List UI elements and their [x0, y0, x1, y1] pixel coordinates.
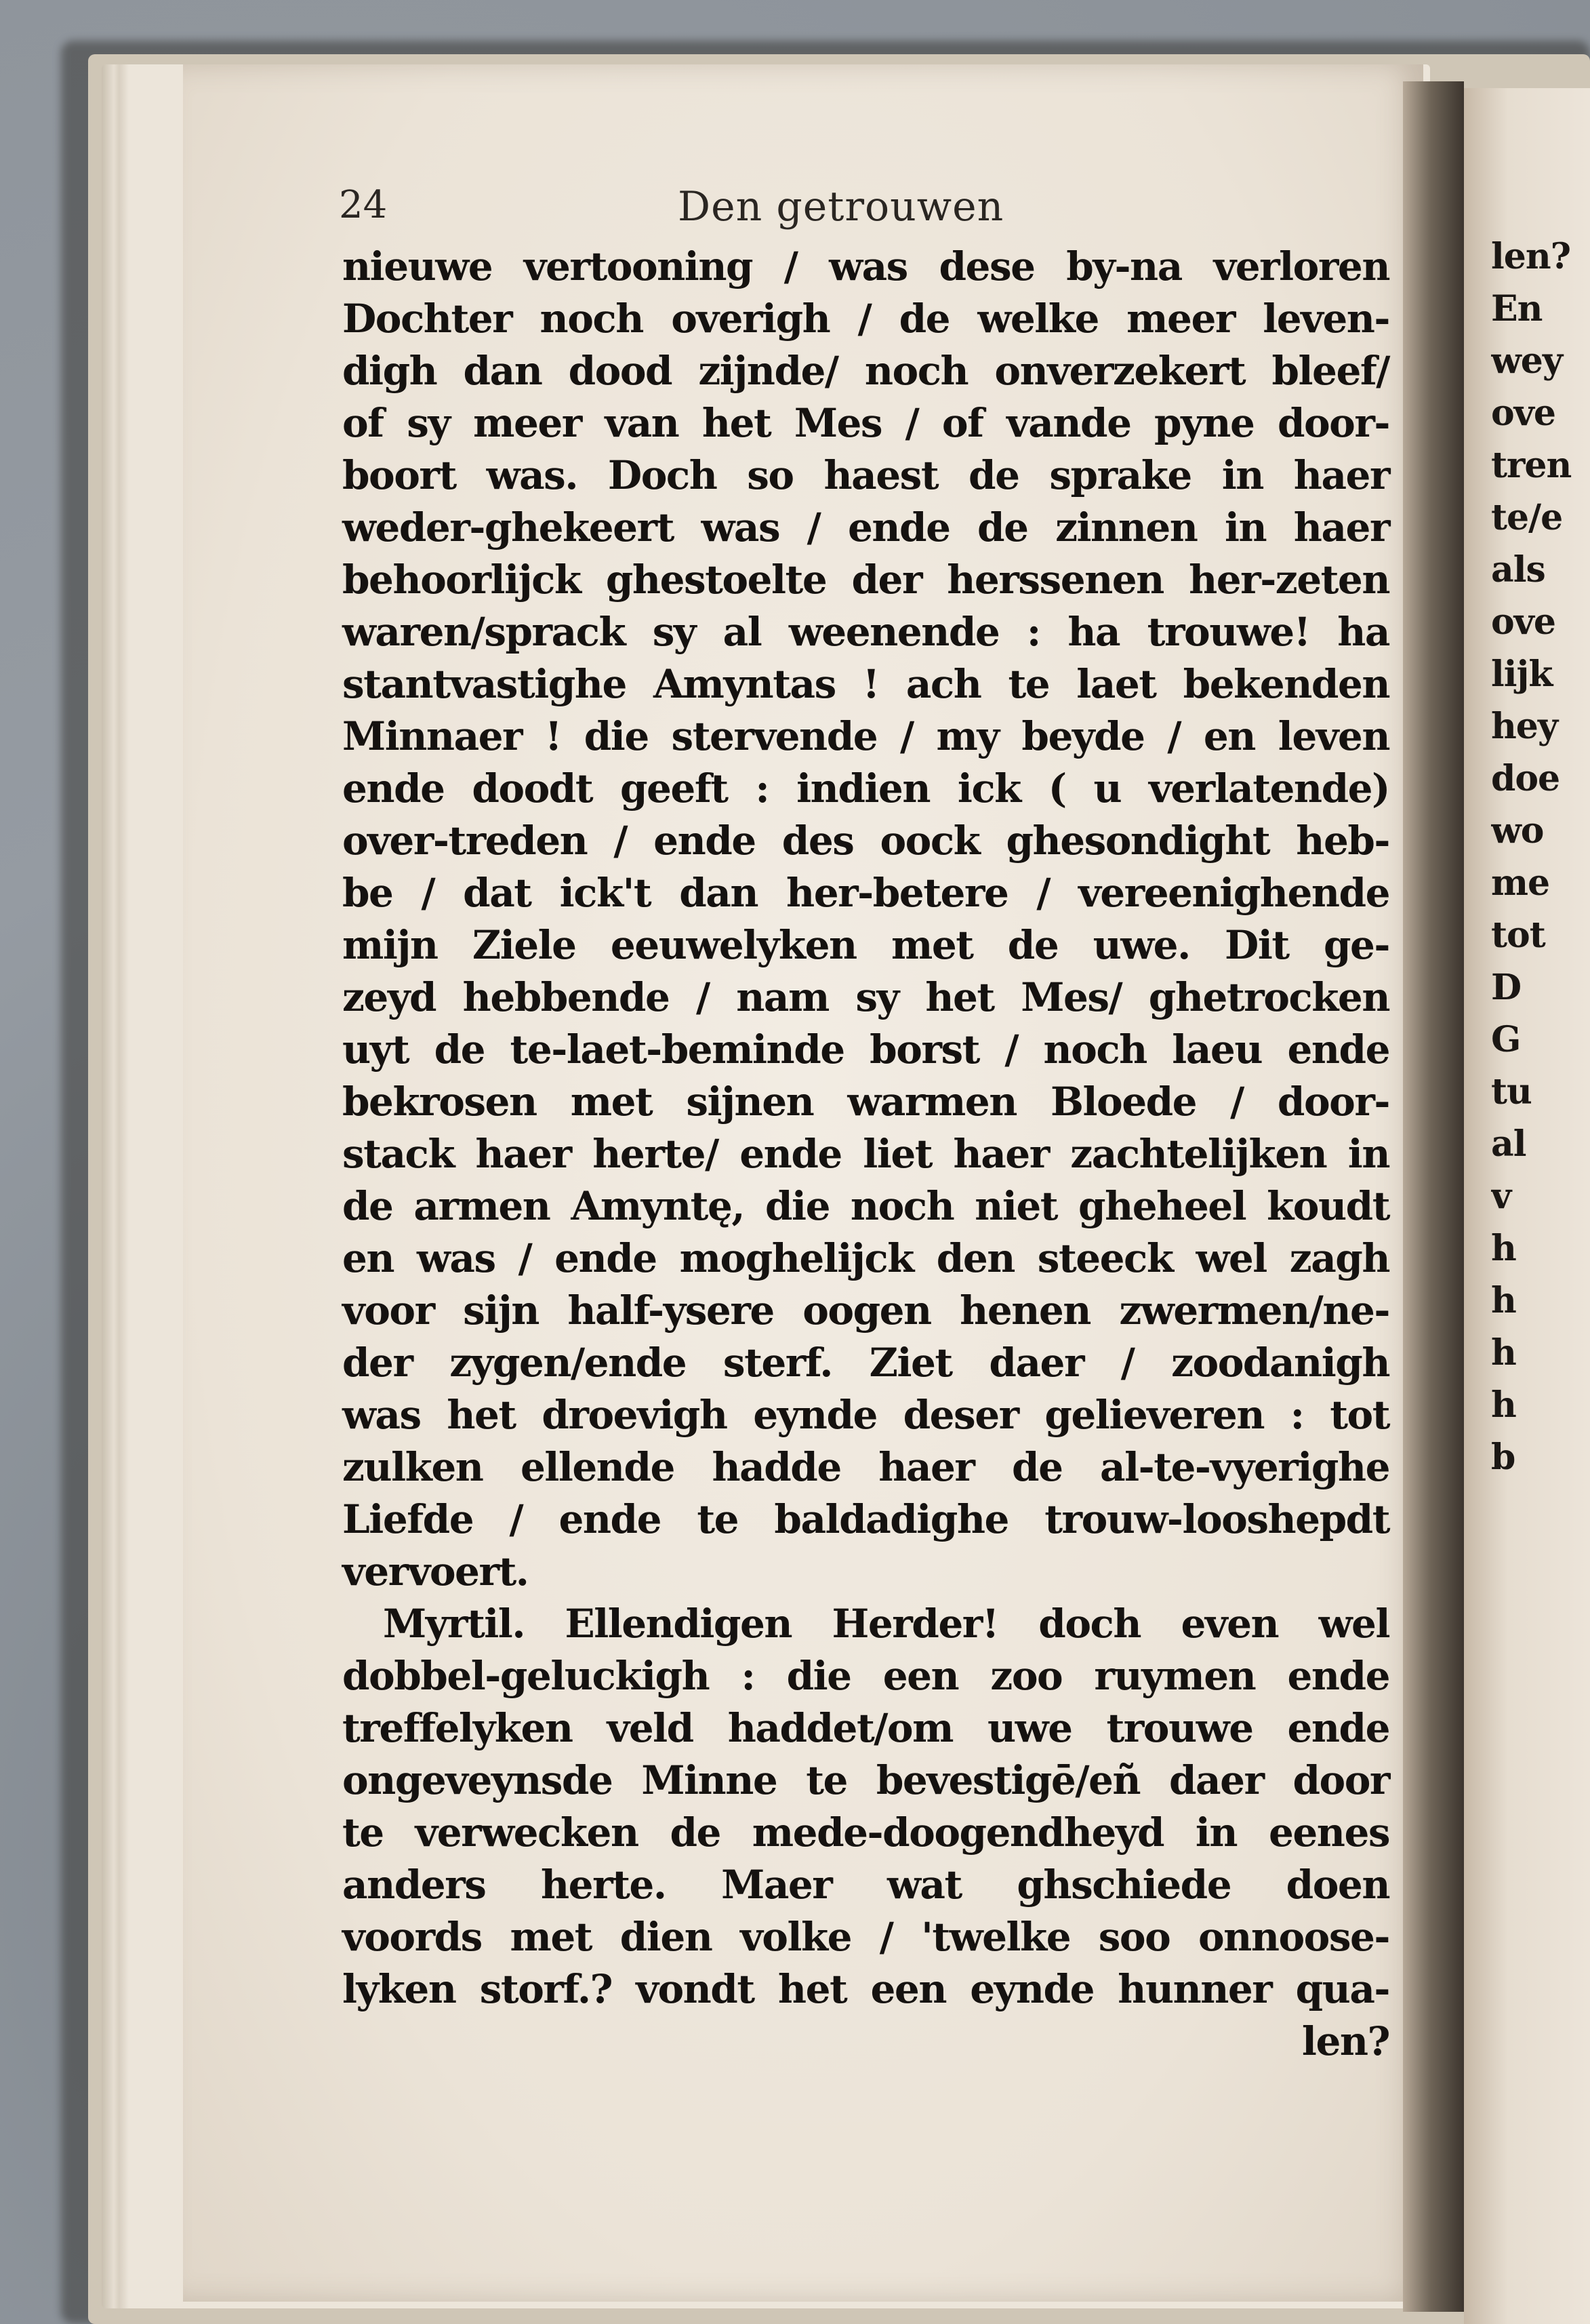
text-line: mijn Ziele eeuwelyken met de uwe. Dit ge- — [342, 922, 1389, 968]
text-line: weder-ghekeert was / ende de zinnen in haer — [342, 504, 1389, 550]
right-page-fragment: h — [1491, 1332, 1516, 1374]
right-page-fragment: hey — [1491, 706, 1558, 747]
text-line: digh dan dood zijnde/ noch onverzekert bleef/ — [342, 348, 1389, 394]
text-line: ende doodt geeft : indien ick ( u verlatende) — [342, 765, 1389, 812]
text-line: te verwecken de mede-doogendheyd in eenes — [342, 1809, 1389, 1856]
text-line: Minnaer ! die stervende / my beyde / en leven — [342, 713, 1389, 759]
text-line: Liefde / ende te baldadighe trouw-looshepdt — [342, 1496, 1389, 1542]
text-line: uyt de te-laet-beminde borst / noch laeu ende — [342, 1026, 1389, 1073]
text-line: zulken ellende hadde haer de al-te-vyerighe — [342, 1444, 1389, 1490]
text-line: ongeveynsde Minne te bevestigē/eñ daer door — [342, 1757, 1389, 1803]
right-page-fragment: h — [1491, 1228, 1516, 1269]
text-line: nieuwe vertooning / was dese by-na verloren — [342, 243, 1389, 289]
right-page-fragment: lijk — [1491, 654, 1553, 695]
page-header — [339, 183, 1389, 237]
text-line: der zygen/ende sterf. Ziet daer / zoodanigh — [342, 1340, 1389, 1386]
right-page-fragment: h — [1491, 1280, 1516, 1321]
right-page-fragment: wo — [1491, 810, 1544, 852]
catchword: len? — [1301, 2018, 1389, 2064]
right-page-fragment: ove — [1491, 601, 1555, 643]
text-line: was het droevigh eynde deser gelieveren : tot — [342, 1392, 1389, 1438]
right-page-fragment: wey — [1491, 340, 1563, 382]
right-page-fragment: G — [1491, 1019, 1521, 1060]
text-line: treffelyken veld haddet/om uwe trouwe ende — [342, 1705, 1389, 1751]
text-line: bekrosen met sijnen warmen Bloede / door- — [342, 1079, 1389, 1125]
right-page-fragment: tot — [1491, 915, 1545, 956]
text-line: en was / ende moghelijck den steeck wel zagh — [342, 1235, 1389, 1281]
text-line: behoorlijck ghestoelte der herssenen her-zeten — [342, 557, 1389, 603]
right-page-fragment: h — [1491, 1384, 1516, 1426]
text-line: voor sijn half-ysere oogen henen zwermen/ne- — [342, 1287, 1389, 1334]
text-line: anders herte. Maer wat ghschiede doen — [342, 1862, 1389, 1908]
text-line: voords met dien volke / 'twelke soo onnoose- — [342, 1914, 1389, 1960]
text-line: Myrtil. Ellendigen Herder! doch even wel — [383, 1601, 1389, 1647]
text-line: stantvastighe Amyntas ! ach te laet bekenden — [342, 661, 1389, 707]
text-line: over-treden / ende des oock ghesondight heb- — [342, 818, 1389, 864]
body-text — [342, 241, 1389, 2068]
right-page-text — [1491, 231, 1590, 1483]
text-line: waren/sprack sy al weenende : ha trouwe! ha — [342, 609, 1389, 655]
page-number: 24 — [339, 183, 388, 227]
text-line: lyken storf.? vondt het een eynde hunner qua- — [342, 1966, 1389, 2012]
right-page-fragment: len? — [1491, 236, 1571, 277]
text-line: of sy meer van het Mes / of vande pyne door- — [342, 400, 1389, 446]
right-page-fragment: als — [1491, 549, 1545, 590]
right-page-fragment: D — [1491, 967, 1522, 1008]
running-head: Den getrouwen — [678, 183, 1004, 231]
right-page-fragment: tren — [1491, 445, 1572, 486]
right-page-fragment: v — [1491, 1176, 1511, 1217]
right-page-fragment: te/e — [1491, 497, 1563, 538]
text-line: dobbel-geluckigh : die een zoo ruymen ende — [342, 1653, 1389, 1699]
right-page-fragment: me — [1491, 862, 1550, 904]
text-line: de armen Amyntę, die noch niet gheheel koudt — [342, 1183, 1389, 1229]
right-page-fragment: b — [1491, 1437, 1515, 1478]
text-line: boort was. Doch so haest de sprake in haer — [342, 452, 1389, 498]
text-line: vervoert. — [342, 1548, 529, 1595]
text-line: zeyd hebbende / nam sy het Mes/ ghetrocken — [342, 974, 1389, 1020]
book-gutter — [1403, 81, 1464, 2312]
right-page-fragment: En — [1491, 288, 1543, 329]
right-page-fragment: ove — [1491, 393, 1555, 434]
right-page-fragment: tu — [1491, 1071, 1532, 1113]
text-line: stack haer herte/ ende liet haer zachtelijken in — [342, 1131, 1389, 1177]
text-line: be / dat ick't dan her-betere / vereenighende — [342, 870, 1389, 916]
right-page-fragment: doe — [1491, 758, 1560, 799]
text-line: Dochter noch overigh / de welke meer leven- — [342, 296, 1389, 342]
right-page-fragment: al — [1491, 1123, 1526, 1165]
